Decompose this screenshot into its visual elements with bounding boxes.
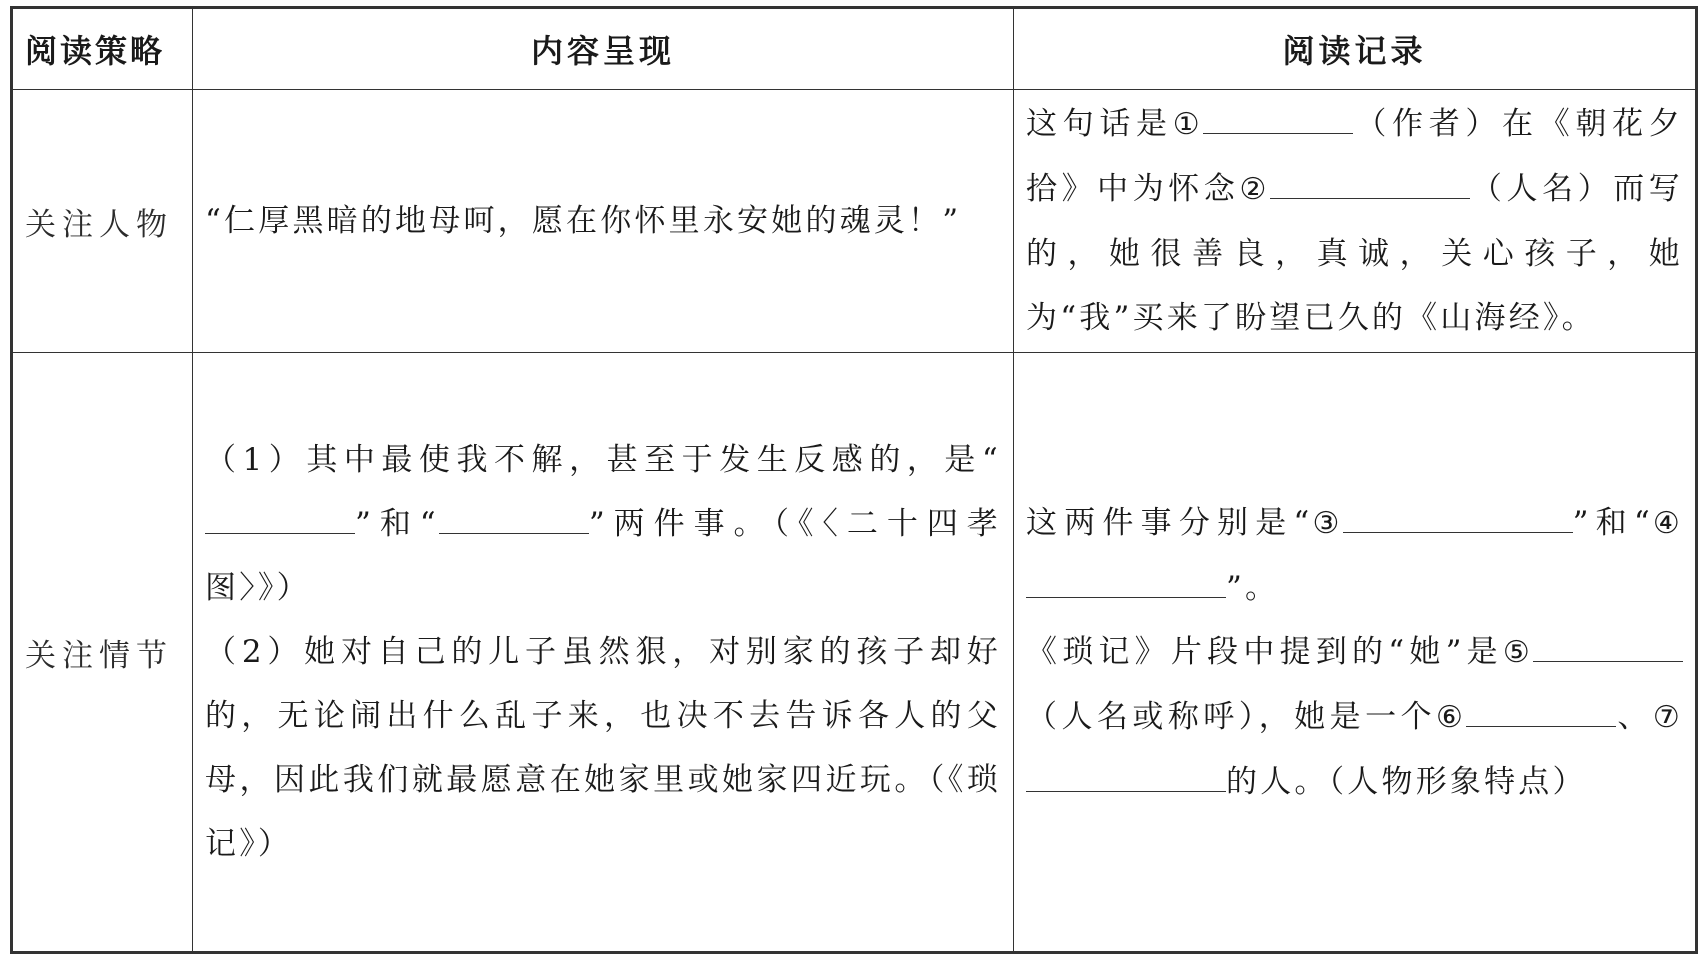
content-cell-plot xyxy=(193,353,1014,952)
reading-strategy-table xyxy=(12,8,1696,952)
content-item-2: （2）她对自己的儿子虽然狠，对别家的孩子却好的，无论闹出什么乱子来，也决不去告诉各人的父母，因此我们就最愿意在她家里或她家四近玩。（《琐记》） xyxy=(205,634,1001,862)
table-row-plot xyxy=(13,353,1696,952)
record-text-segment: （人名）而写的，她很善良，真诚，关心孩子，她为“我”买来了盼望已久的《山海经》。 xyxy=(1026,171,1684,336)
record-text-segment: 、 xyxy=(1616,698,1653,735)
blank-number-4: ④ xyxy=(1652,505,1684,541)
blank-number-3: ③ xyxy=(1312,505,1343,541)
answer-blank-5[interactable] xyxy=(1533,627,1683,662)
answer-blank-4[interactable] xyxy=(1026,563,1226,598)
record-text-person xyxy=(1026,92,1683,350)
header-row xyxy=(13,9,1696,90)
answer-blank-1[interactable] xyxy=(1203,99,1353,134)
header-record: 阅读记录 xyxy=(1014,9,1696,90)
blank-number-7: ⑦ xyxy=(1652,699,1683,735)
reading-table-sheet xyxy=(10,6,1698,954)
answer-blank-6[interactable] xyxy=(1466,692,1616,727)
table-row-person xyxy=(13,90,1696,353)
content-cell-person xyxy=(193,90,1014,353)
content-text-segment: （1）其中最使我不解，甚至于发生反感的，是“ xyxy=(205,442,1001,478)
strategy-cell-plot: 关注情节 xyxy=(13,353,193,952)
answer-blank-3[interactable] xyxy=(1343,498,1573,533)
content-text-segment: ”和“ xyxy=(355,506,439,542)
header-content: 内容呈现 xyxy=(193,9,1014,90)
blank-number-5: ⑤ xyxy=(1502,634,1533,670)
content-item-1 xyxy=(205,428,1001,620)
record-text-segment: （人名或称呼），她是一个 xyxy=(1026,698,1437,735)
record-cell-plot xyxy=(1014,353,1696,952)
record-text-segment: 这句话是 xyxy=(1026,106,1173,142)
record-text-segment: 的人。（人物形象特点） xyxy=(1226,763,1587,800)
blank-number-6: ⑥ xyxy=(1436,699,1467,735)
record-text-segment: ”。 xyxy=(1226,569,1280,606)
record-text-segment: （作者）在《朝花夕拾》中为怀念 xyxy=(1026,106,1683,207)
blank-number-1: ① xyxy=(1172,107,1203,142)
record-text-plot-2 xyxy=(1026,620,1683,814)
blank-number-2: ② xyxy=(1239,172,1270,207)
record-text-segment: 《琐记》片段中提到的“她”是 xyxy=(1026,633,1503,670)
content-blank-b[interactable] xyxy=(439,499,589,534)
content-text-segment: ”两件事。（《〈二十四孝图〉》） xyxy=(205,506,1001,606)
record-text-plot-1 xyxy=(1026,491,1683,620)
record-text-segment: ”和“ xyxy=(1572,504,1653,541)
quote-text: “仁厚黑暗的地母呵，愿在你怀里永安她的魂灵！” xyxy=(205,203,962,239)
strategy-cell-person: 关注人物 xyxy=(13,90,193,353)
header-strategy: 阅读策略 xyxy=(13,9,193,90)
answer-blank-2[interactable] xyxy=(1270,164,1470,199)
record-cell-person xyxy=(1014,90,1696,353)
record-text-segment: 这两件事分别是“ xyxy=(1026,504,1313,541)
content-blank-a[interactable] xyxy=(205,499,355,534)
answer-blank-7[interactable] xyxy=(1026,757,1226,792)
